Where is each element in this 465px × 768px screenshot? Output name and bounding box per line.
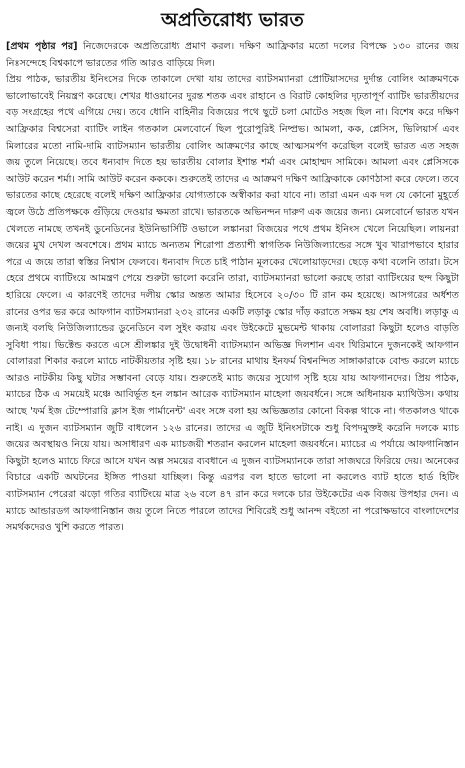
article-paragraph-main: প্রিয় পাঠক, ভারতীয় ইনিংসের দিকে তাকালে দেখা যায় তাদের ব্যাটসম্যানরা প্রোটিয়াসদের দুর্দান্ত বোলিং আক্রমণকে ভালোভাবেই নিয়ন্ত্রণ করেছে। শেখর ধাওয়ানের দুরন্ত শতক এবং রাহানে ও বিরাট কোহলির দৃঢ়তাপূর্ণ ব্যাটিং ভারতীয়দের বড় সংগ্রহের পথে এগিয়ে দেয়। তবে ধোনি বাহিনীর বিজয়ের পথে ছুটে চলা মোটেও সহজ ছিল না। বিশেষ করে দক্ষিণ আফ্রিকার বিশ্বসেরা ব্যাটিং লাইন গতকাল মেলবোর্নে ছিল পুরোপুরিই নিষ্প্রভ। আমলা, কক, প্লেসিস, ভিলিয়ার্স এবং মিলারের মতো নামি-দামি ব্যাটসম্যান ভারতীয় বোলিং আক্রমণের কাছে আত্মসমর্পণ করেছিল বলেই ভারত এত সহজ জয় তুলে নিয়েছে। তবে ধন্যবাদ দিতে হয় ভারতীয় বোলার ইশান্ত শর্মা এবং মোহাম্মদ সামিকে। আমলা এবং প্লেসিসকে আউট করেন শর্মা। সামি আউট করেন কককে। শুরুতেই তাদের এ আক্রমণ দক্ষিণ আফ্রিকাকে কোণঠাসা করে ফেলে। তবে ভারতের কাছে হেরেছে বলেই দক্ষিণ আফ্রিকার যোগ্যতাকে অস্বীকার করা যাবে না। তারা এমন এক দল যে কোনো মুহূর্তে জ্বলে উঠে প্রতিপক্ষকে গুঁড়িয়ে দেওয়ার ক্ষমতা রাখে। ভারতকে অভিনন্দন দারুণ এক জয়ের জন্য। মেলবোর্নে ভারত যখন খেলতে নামছে তখনই ডুনেডিনের ইউনিভার্সিটি ওভালে লঙ্কানরা বিজয়ের পথে প্রথম ইনিংস খেলে নিয়েছিল। লায়নরা জয়ের মুখ দেখল অবশেষে। প্রথম ম্যাচে অন্যতম শিরোপা প্রত্যাশী স্বাগতিক নিউজিল্যান্ডের সঙ্গে খুব খারাপভাবে হারার পরে এ জয়ে তারা স্বস্তির নিশ্বাস ফেলবে। ধন্যবাদ দিতে চাই পাঠান মূলকের খেলোয়াড়দের। ছেড়ে কথা বলেনি তারা। টসে হেরে প্রথমে ব্যাটিংয়ে আমন্ত্রণ পেয়ে শুরুটা ভালো করেনি তারা, ব্যাটসম্যানরা ভালো করছে তারা ব্যাটিংয়ের ছন্দ কিছুটা হারিয়ে ফেলে। এ কারণেই তাদের দলীয় স্কোর অন্তত আমার হিসেবে ২০/৩০ টি রান কম হয়েছে। আসগরের অর্ধশত রানের ওপর ভর করে আফগান ব্যাটসম্যানরা ২৩২ রানের একটি লড়াকু স্কোর দাঁড় করাতে সক্ষম হয় শেষ অবধি। লড়াকু এ জন্যই বলছি নিউজিল্যান্ডের ডুনেডিনে বল সুইং করায় এবং উইকেটে মুভমেন্ট থাকায় বোলাররা কিছুটা হলেও বাড়তি সুবিধা পায়। ভিক্টেন্ড করতে এসে শ্রীলঙ্কার দুই উদ্বোধনী ব্যাটসম্যান অভিজ্ঞ দিলশান এবং থিরিমানে দুজনকেই আফগান বোলাররা শিকার করলে ম্যাচে নাটকীয়তার সৃষ্টি হয়। ১৮ রানের মাথায় ইনফর্ম বিশ্বনন্দিত সাঙ্গাকারাকে বোল্ড করলে ম্যাচে আরও নাটকীয় কিছু ঘটার সম্ভাবনা বেড়ে যায়। শুরুতেই ম্যাচ জয়ের সুযোগ সৃষ্টি হয়ে যায় আফগানদের। প্রিয় পাঠক, ম্যাচের ঠিক এ সময়েই মঞ্চে আবির্ভূত হন লঙ্কান আরেক ব্যাটসম্যান মাহেলা জয়বর্ধনে। সঙ্গে অধিনায়ক ম্যাথিউস। কথায় আছে 'ফর্ম ইজ টেম্পোরারি ক্লাস ইজ পার্মানেন্ট' এবং সঙ্গে বলা হয় অভিজ্ঞতার কোনো বিকল্প থাকে না। গতকালও থাকে নাই। এ দুজন ব্যাটসম্যান জুটি বাধলেন ১২৬ রানের। তাদের এ জুটি ইনিংসটাকে শুধু বিপদমুক্তই করেনি দলকে ম্যাচ জয়ের অবস্থায়ও নিয়ে যায়। অসাধারণ এক ম্যাচজয়ী শতরান করলেন মাহেলা জয়বর্ধনে। ম্যাচের এ পর্যায়ে আফগানিস্তান কিছুটা হলেও ম্যাচে ফিরে আসে যখন অল্প সময়ের ব্যবধানে এ দুজন ব্যাটসম্যানকে তারা সাজঘরে ফিরিয়ে দেয়। অনেকের বিচারে একটি অঘটনের ইঙ্গিত পাওয়া যাচ্ছিল। কিন্তু এরপর বল হাতে ভালো না করলেও ব্যাট হাতে হার্ড হিটিং ব্যাটসম্যান পেরেরা ঝড়ো গতির ব্যাটিংয়ে মাত্র ২৬ বলে ৪৭ রান করে দলকে চার উইকেটের এক বিজয় উপহার দেন। এ ম্যাচে আন্ডারডগ আফগানিস্তান জয় তুলে নিতে পারলে তাদের শিবিরেই শুধু আনন্দ বইতো না পরোক্ষভাবে বাংলাদেশের সমর্থকদেরও খুশি করতে পারত। xyxy=(6,74,459,534)
continuation-kicker: [প্রথম পৃষ্ঠার পর] xyxy=(6,41,78,52)
article-body xyxy=(6,39,459,537)
article-paragraph-intro xyxy=(6,39,459,72)
article-headline: অপ্রতিরোধ্য ভারত xyxy=(161,9,304,31)
intro-text: নিজেদেরকে অপ্রতিরোধ্য প্রমাণ করল। দক্ষিণ আফ্রিকার মতো দলের বিপক্ষে ১৩০ রানের জয় নিঃসন্দেহে বিশ্বকাপে ভারতের গতি আরও বাড়িয়ে দিল। xyxy=(6,41,459,69)
